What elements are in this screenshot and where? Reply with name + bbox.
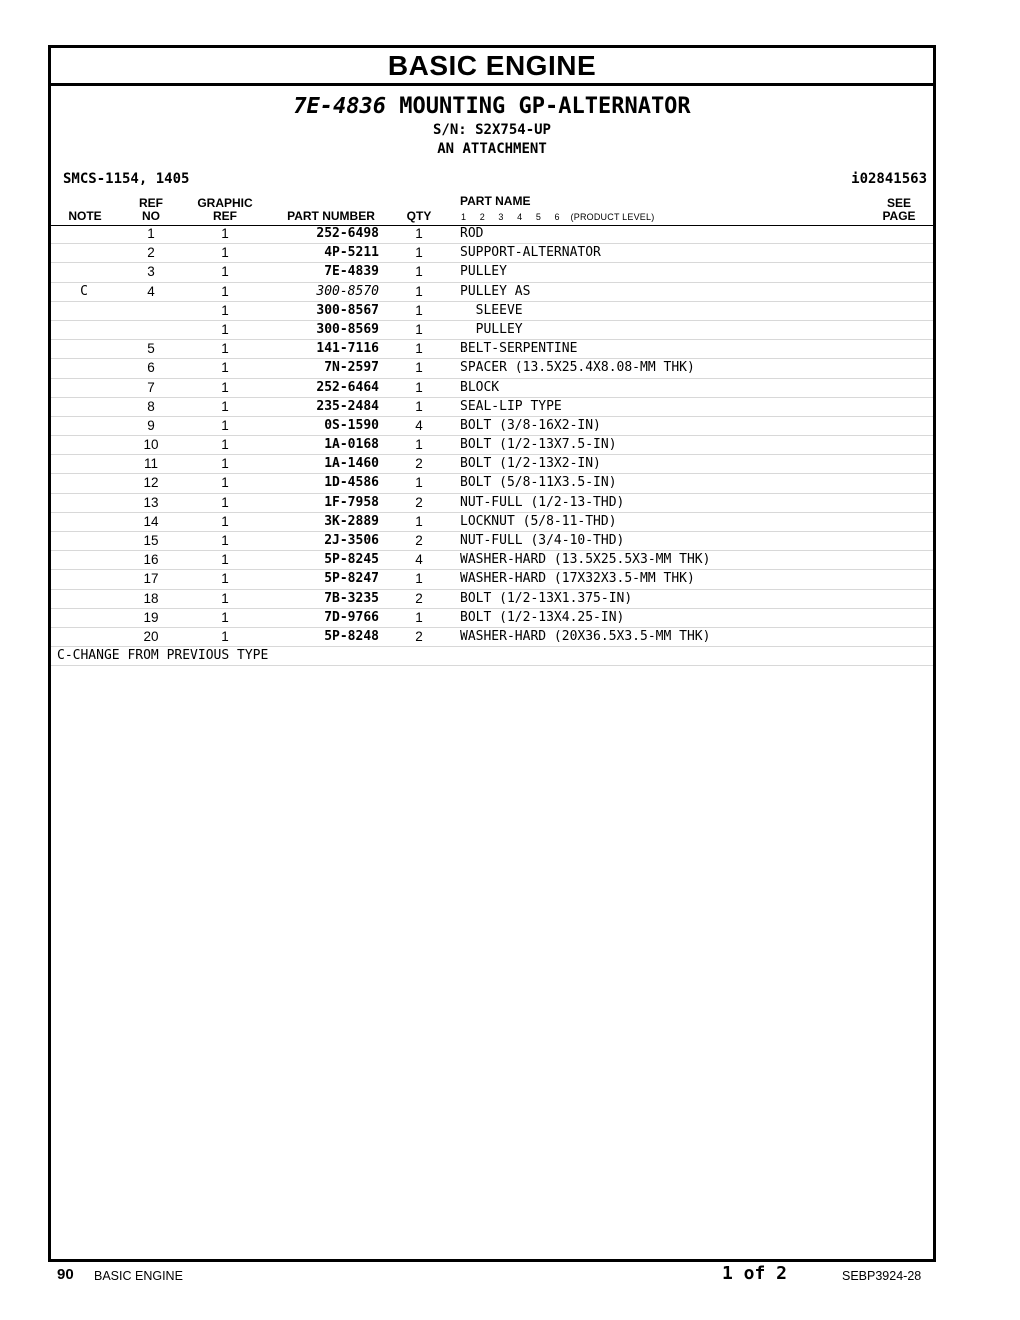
part-number-cell: 300-8567 (316, 302, 379, 318)
ref-no-cell: 5 (147, 341, 155, 357)
part-number-cell: 7N-2597 (324, 360, 379, 376)
qty-cell: 4 (415, 417, 423, 433)
qty-cell: 2 (415, 494, 423, 510)
ref-no-cell: 3 (147, 264, 155, 280)
part-number-cell: 7E-4839 (324, 264, 379, 280)
part-name-cell: PULLEY (460, 264, 507, 280)
graphic-ref-cell: 1 (221, 494, 229, 510)
table-row (51, 570, 933, 589)
ref-no-cell: 12 (143, 475, 159, 491)
part-name-cell: SPACER (13.5X25.4X8.08-MM THK) (460, 360, 695, 376)
footer-section: BASIC ENGINE (94, 1269, 183, 1283)
ref-no-cell: 14 (143, 513, 159, 529)
graphic-ref-cell: 1 (221, 513, 229, 529)
part-name-cell: BOLT (3/8-16X2-IN) (460, 417, 601, 433)
header-part-number: PART NUMBER (287, 209, 375, 223)
page-frame (48, 45, 936, 1262)
footer-page-of: 1 of 2 (722, 1263, 788, 1284)
qty-cell: 1 (415, 226, 423, 241)
part-number-cell: 1A-0168 (324, 437, 379, 453)
qty-cell: 1 (415, 513, 423, 529)
qty-cell: 2 (415, 456, 423, 472)
part-number-cell: 141-7116 (316, 341, 379, 357)
header-part-name: PART NAME (460, 194, 531, 208)
header-qty: QTY (406, 209, 432, 223)
header-see-bottom: PAGE (882, 209, 916, 223)
footer-doc-id: SEBP3924-28 (842, 1269, 922, 1283)
ref-no-cell: 4 (147, 283, 155, 299)
graphic-ref-cell: 1 (221, 475, 229, 491)
part-number-cell: 300-8570 (316, 283, 379, 299)
smcs-row (51, 168, 933, 190)
part-name-cell: SEAL-LIP TYPE (460, 398, 562, 414)
part-number-cell: 1D-4586 (324, 475, 379, 491)
graphic-ref-cell: 1 (221, 609, 229, 625)
page-footer (0, 1262, 1020, 1286)
table-row (51, 359, 933, 378)
qty-cell: 1 (415, 283, 423, 299)
table-row (51, 302, 933, 321)
header-ref-top: REF (139, 196, 163, 210)
ref-no-cell: 16 (143, 552, 159, 568)
part-name-cell: BOLT (1/2-13X7.5-IN) (460, 437, 617, 453)
graphic-ref-cell: 1 (221, 245, 229, 261)
ref-no-cell: 1 (147, 226, 155, 241)
qty-cell: 4 (415, 552, 423, 568)
part-name-cell: NUT-FULL (1/2-13-THD) (460, 494, 625, 510)
note-legend: C-CHANGE FROM PREVIOUS TYPE (51, 647, 933, 666)
qty-cell: 2 (415, 590, 423, 606)
ref-no-cell: 10 (143, 437, 159, 453)
section-title: BASIC ENGINE (51, 48, 933, 86)
footer-page-number: 90 (57, 1266, 74, 1283)
graphic-ref-cell: 1 (221, 533, 229, 548)
part-name-cell: BOLT (1/2-13X1.375-IN) (460, 590, 633, 606)
header-note: NOTE (68, 209, 102, 223)
table-row (51, 321, 933, 340)
qty-cell: 1 (415, 609, 423, 625)
graphic-ref-cell: 1 (221, 283, 229, 299)
part-number-cell: 3K-2889 (324, 513, 379, 529)
smcs-code: SMCS-1154, 1405 (63, 171, 190, 187)
ref-no-cell: 18 (143, 590, 159, 606)
part-name-cell: BOLT (5/8-11X3.5-IN) (460, 475, 617, 491)
group-title (51, 94, 933, 120)
ref-no-cell: 6 (147, 360, 155, 376)
part-number-cell: 4P-5211 (324, 245, 379, 261)
part-name-cell: BOLT (1/2-13X4.25-IN) (460, 609, 625, 625)
header-graphic-top: GRAPHIC (197, 196, 253, 210)
part-name-cell: ROD (460, 226, 484, 241)
graphic-ref-cell: 1 (221, 628, 229, 644)
table-row (51, 225, 933, 244)
part-number-cell: 235-2484 (316, 398, 379, 414)
table-row (51, 340, 933, 359)
graphic-ref-cell: 1 (221, 398, 229, 414)
qty-cell: 1 (415, 245, 423, 261)
qty-cell: 1 (415, 398, 423, 414)
part-number-cell: 5P-8248 (324, 628, 379, 644)
table-row (51, 590, 933, 609)
header-graphic-bottom: REF (213, 209, 237, 223)
table-row (51, 244, 933, 263)
part-number-cell: 0S-1590 (324, 417, 379, 433)
graphic-ref-cell: 1 (221, 226, 229, 241)
ref-no-cell: 19 (143, 609, 159, 625)
part-name-cell: SLEEVE (460, 302, 523, 318)
illustration-id: i02841563 (851, 171, 927, 187)
group-name: MOUNTING GP-ALTERNATOR (399, 94, 691, 119)
table-row (51, 417, 933, 436)
graphic-ref-cell: 1 (221, 302, 229, 318)
part-name-cell: LOCKNUT (5/8-11-THD) (460, 513, 617, 529)
part-name-cell: BLOCK (460, 379, 500, 395)
graphic-ref-cell: 1 (221, 360, 229, 376)
ref-no-cell: 17 (143, 571, 159, 587)
part-name-cell: SUPPORT-ALTERNATOR (460, 245, 601, 261)
table-row (51, 283, 933, 302)
graphic-ref-cell: 1 (221, 341, 229, 357)
part-number-cell: 5P-8247 (324, 571, 379, 587)
graphic-ref-cell: 1 (221, 590, 229, 606)
table-row (51, 263, 933, 282)
part-number-cell: 5P-8245 (324, 552, 379, 568)
part-number-cell: 252-6464 (316, 379, 379, 395)
graphic-ref-cell: 1 (221, 379, 229, 395)
group-type: AN ATTACHMENT (437, 141, 547, 157)
graphic-ref-cell: 1 (221, 456, 229, 472)
table-row (51, 513, 933, 532)
part-number-cell: 300-8569 (316, 321, 379, 337)
qty-cell: 1 (415, 321, 423, 337)
part-name-cell: PULLEY (460, 321, 523, 337)
qty-cell: 1 (415, 437, 423, 453)
qty-cell: 1 (415, 302, 423, 318)
parts-table-body (51, 225, 933, 666)
qty-cell: 1 (415, 264, 423, 280)
ref-no-cell: 20 (143, 628, 159, 644)
part-number-cell: 7B-3235 (324, 590, 379, 606)
table-row (51, 551, 933, 570)
qty-cell: 2 (415, 628, 423, 644)
ref-no-cell: 8 (147, 398, 155, 414)
note-cell: C (80, 283, 88, 299)
part-number-cell: 1F-7958 (324, 494, 379, 510)
table-row (51, 494, 933, 513)
part-name-cell: WASHER-HARD (20X36.5X3.5-MM THK) (460, 628, 711, 644)
part-number-cell: 252-6498 (316, 226, 379, 241)
ref-no-cell: 7 (147, 379, 155, 395)
header-ref-bottom: NO (142, 209, 160, 223)
ref-no-cell: 11 (143, 456, 158, 472)
header-see-top: SEE (886, 196, 911, 210)
graphic-ref-cell: 1 (221, 552, 229, 568)
graphic-ref-cell: 1 (221, 571, 229, 587)
table-row (51, 609, 933, 628)
table-row (51, 398, 933, 417)
qty-cell: 2 (415, 533, 423, 548)
part-number-cell: 2J-3506 (324, 533, 379, 548)
table-row (51, 532, 933, 551)
qty-cell: 1 (415, 360, 423, 376)
part-name-cell: NUT-FULL (3/4-10-THD) (460, 533, 625, 548)
header-product-levels: 1 2 3 4 5 6 (PRODUCT LEVEL) (461, 212, 655, 222)
graphic-ref-cell: 1 (221, 437, 229, 453)
serial-number-range: S/N: S2X754-UP (432, 122, 551, 138)
table-row (51, 379, 933, 398)
qty-cell: 1 (415, 571, 423, 587)
part-name-cell: WASHER-HARD (17X32X3.5-MM THK) (460, 571, 695, 587)
ref-no-cell: 2 (147, 245, 155, 261)
table-row (51, 436, 933, 455)
qty-cell: 1 (415, 379, 423, 395)
ref-no-cell: 9 (147, 417, 155, 433)
part-name-cell: BELT-SERPENTINE (460, 341, 578, 357)
graphic-ref-cell: 1 (221, 264, 229, 280)
table-row (51, 455, 933, 474)
part-name-cell: PULLEY AS (460, 283, 531, 299)
table-row (51, 628, 933, 647)
ref-no-cell: 15 (143, 533, 159, 548)
part-number-cell: 7D-9766 (324, 609, 379, 625)
table-row (51, 474, 933, 493)
qty-cell: 1 (415, 341, 423, 357)
part-number-cell: 1A-1460 (324, 456, 379, 472)
group-number: 7E-4836 (293, 94, 387, 119)
ref-no-cell: 13 (143, 494, 159, 510)
graphic-ref-cell: 1 (221, 417, 229, 433)
table-header (51, 193, 933, 226)
graphic-ref-cell: 1 (221, 321, 229, 337)
part-name-cell: BOLT (1/2-13X2-IN) (460, 456, 601, 472)
part-name-cell: WASHER-HARD (13.5X25.5X3-MM THK) (460, 552, 711, 568)
qty-cell: 1 (415, 475, 423, 491)
